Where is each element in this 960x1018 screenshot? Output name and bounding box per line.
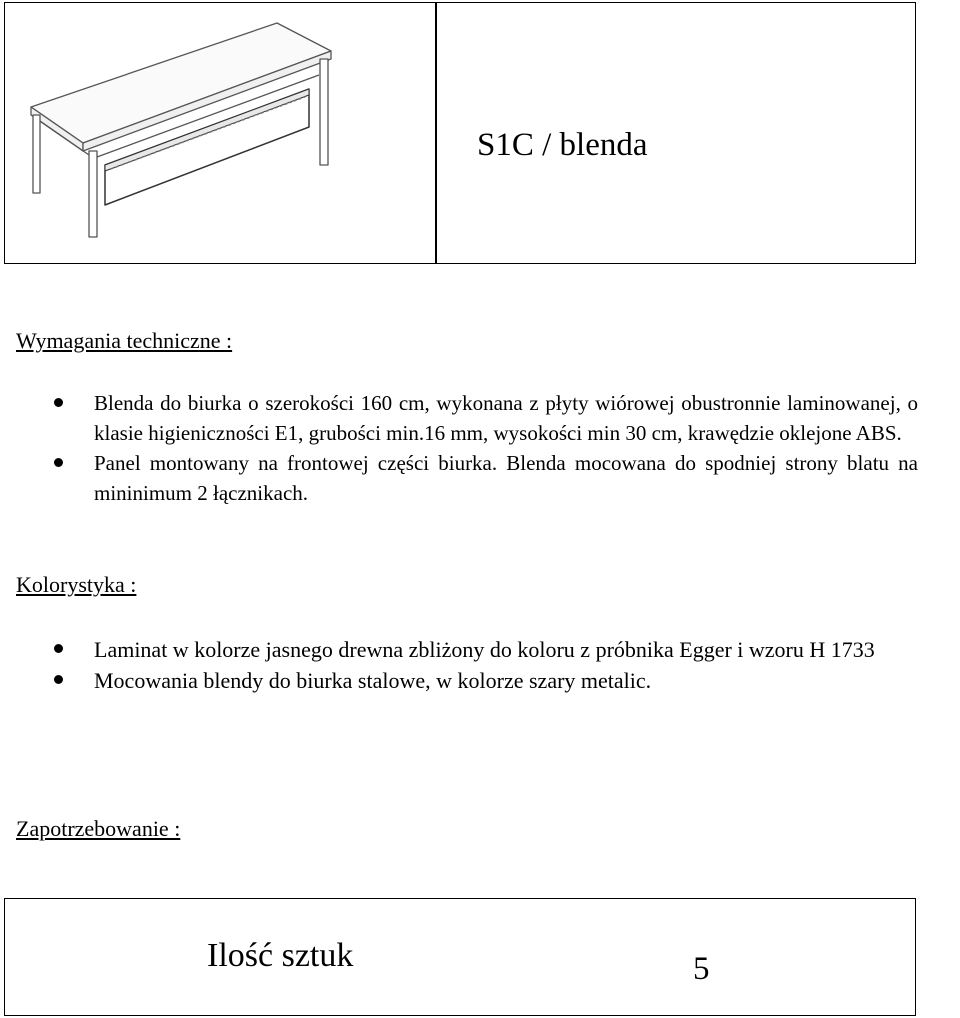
- bullet-icon: [54, 675, 63, 684]
- header-table: [4, 2, 916, 264]
- bullet-icon: [54, 644, 63, 653]
- list-item: [94, 665, 918, 696]
- bullet-icon: [54, 398, 63, 407]
- colors-list: [94, 634, 918, 696]
- list-item-text: Blenda do biurka o szerokości 160 cm, wykonana z płyty wiórowej obustronnie laminowanej, o klasie higieniczności E1, grubości min.16 mm, wysokości min 30 cm, krawędzie oklejone ABS.: [94, 391, 918, 445]
- list-item: [94, 448, 918, 508]
- list-item: [94, 634, 918, 665]
- bullet-icon: [54, 458, 63, 467]
- desk-with-modesty-panel-illustration: [19, 17, 359, 247]
- quantity-label: Ilość sztuk: [207, 937, 354, 974]
- product-title: S1C / blenda: [477, 127, 648, 163]
- technical-requirements-heading: Wymagania techniczne :: [16, 328, 233, 353]
- list-item-text: Panel montowany na frontowej części biurka. Blenda mocowana do spodniej strony blatu na mininimum 2 łącznikach.: [94, 451, 918, 505]
- demand-heading: Zapotrzebowanie :: [16, 816, 181, 841]
- technical-requirements-list: [94, 388, 918, 508]
- colors-heading: Kolorystyka :: [16, 572, 137, 597]
- list-item-text: Mocowania blendy do biurka stalowe, w kolorze szary metalic.: [94, 668, 652, 693]
- header-divider: [435, 3, 437, 263]
- quantity-value: 5: [693, 951, 710, 987]
- quantity-table: [4, 898, 916, 1016]
- list-item-text: Laminat w kolorze jasnego drewna zbliżony do koloru z próbnika Egger i wzoru H 1733: [94, 637, 875, 662]
- list-item: [94, 388, 918, 448]
